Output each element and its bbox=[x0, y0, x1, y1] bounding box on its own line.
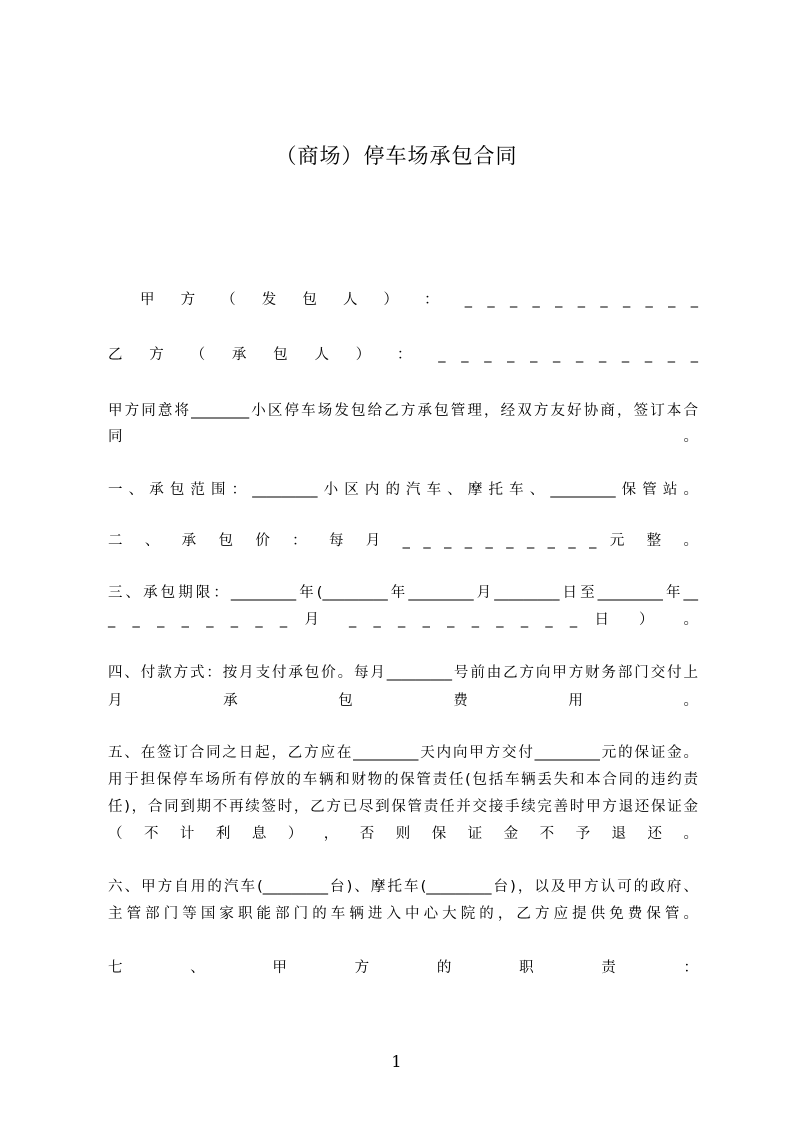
clause-4-payment-line-2: 月 承 包 费 用 。 bbox=[108, 693, 698, 709]
clause-4-payment-line-1: 四、付款方式：按月支付承包价。每月_________号前由乙方向甲方财务部门交付上 bbox=[108, 665, 698, 681]
clause-3-term-line-2: _ _ _ _ _ _ _ _ 月 _ _ _ _ _ _ _ _ _ _ 日 ） 。 bbox=[108, 612, 698, 628]
clause-2-price: 二 、 承 包 价 ： 每 月 _ _ _ _ _ _ _ _ _ _ 元 整 。 bbox=[108, 533, 698, 549]
clause-6-free-parking-line-2: 主管部门等国家职能部门的车辆进入中心大院的，乙方应提供免费保管。 bbox=[108, 906, 698, 922]
clause-5-deposit-line-3: 任)，合同到期不再续签时，乙方已尽到保管责任并交接手续完善时甲方退还保证金 bbox=[108, 799, 698, 815]
clause-7-party-a-duties: 七 、 甲 方 的 职 责 ： bbox=[108, 960, 698, 976]
clause-5-deposit-line-2: 用于担保停车场所有停放的车辆和财物的保管责任(包括车辆丢失和本合同的违约责 bbox=[108, 772, 698, 788]
clause-5-deposit-line-1: 五、在签订合同之日起，乙方应在_________天内向甲方交付_________元的保证金。 bbox=[108, 745, 698, 761]
clause-1-scope: 一、承包范围：_________小区内的汽车、摩托车、_________保管站。 bbox=[108, 482, 698, 498]
clause-5-deposit-line-4: （ 不 计 利 息 ） ， 否 则 保 证 金 不 予 退 还 。 bbox=[108, 826, 698, 842]
party-b-line: 乙 方 （ 承 包 人 ） ： _ _ _ _ _ _ _ _ _ _ _ _ bbox=[108, 347, 698, 363]
clause-6-free-parking-line-1: 六、甲方自用的汽车(_________台)、摩托车(_________台)，以及甲方认可的政府、 bbox=[108, 879, 698, 895]
document-title: （商场）停车场承包合同 bbox=[275, 144, 518, 168]
clause-3-term-line-1: 三、承包期限：_________年(_________年_________月_________日至_________年__ bbox=[108, 585, 698, 601]
party-a-line: 甲 方 （ 发 包 人 ） ： _ _ _ _ _ _ _ _ _ _ _ bbox=[140, 292, 698, 308]
intro-line-1: 甲方同意将________小区停车场发包给乙方承包管理，经双方友好协商，签订本合 bbox=[108, 403, 698, 419]
page-number: 1 bbox=[391, 1052, 402, 1071]
intro-line-2: 同 。 bbox=[108, 429, 698, 445]
